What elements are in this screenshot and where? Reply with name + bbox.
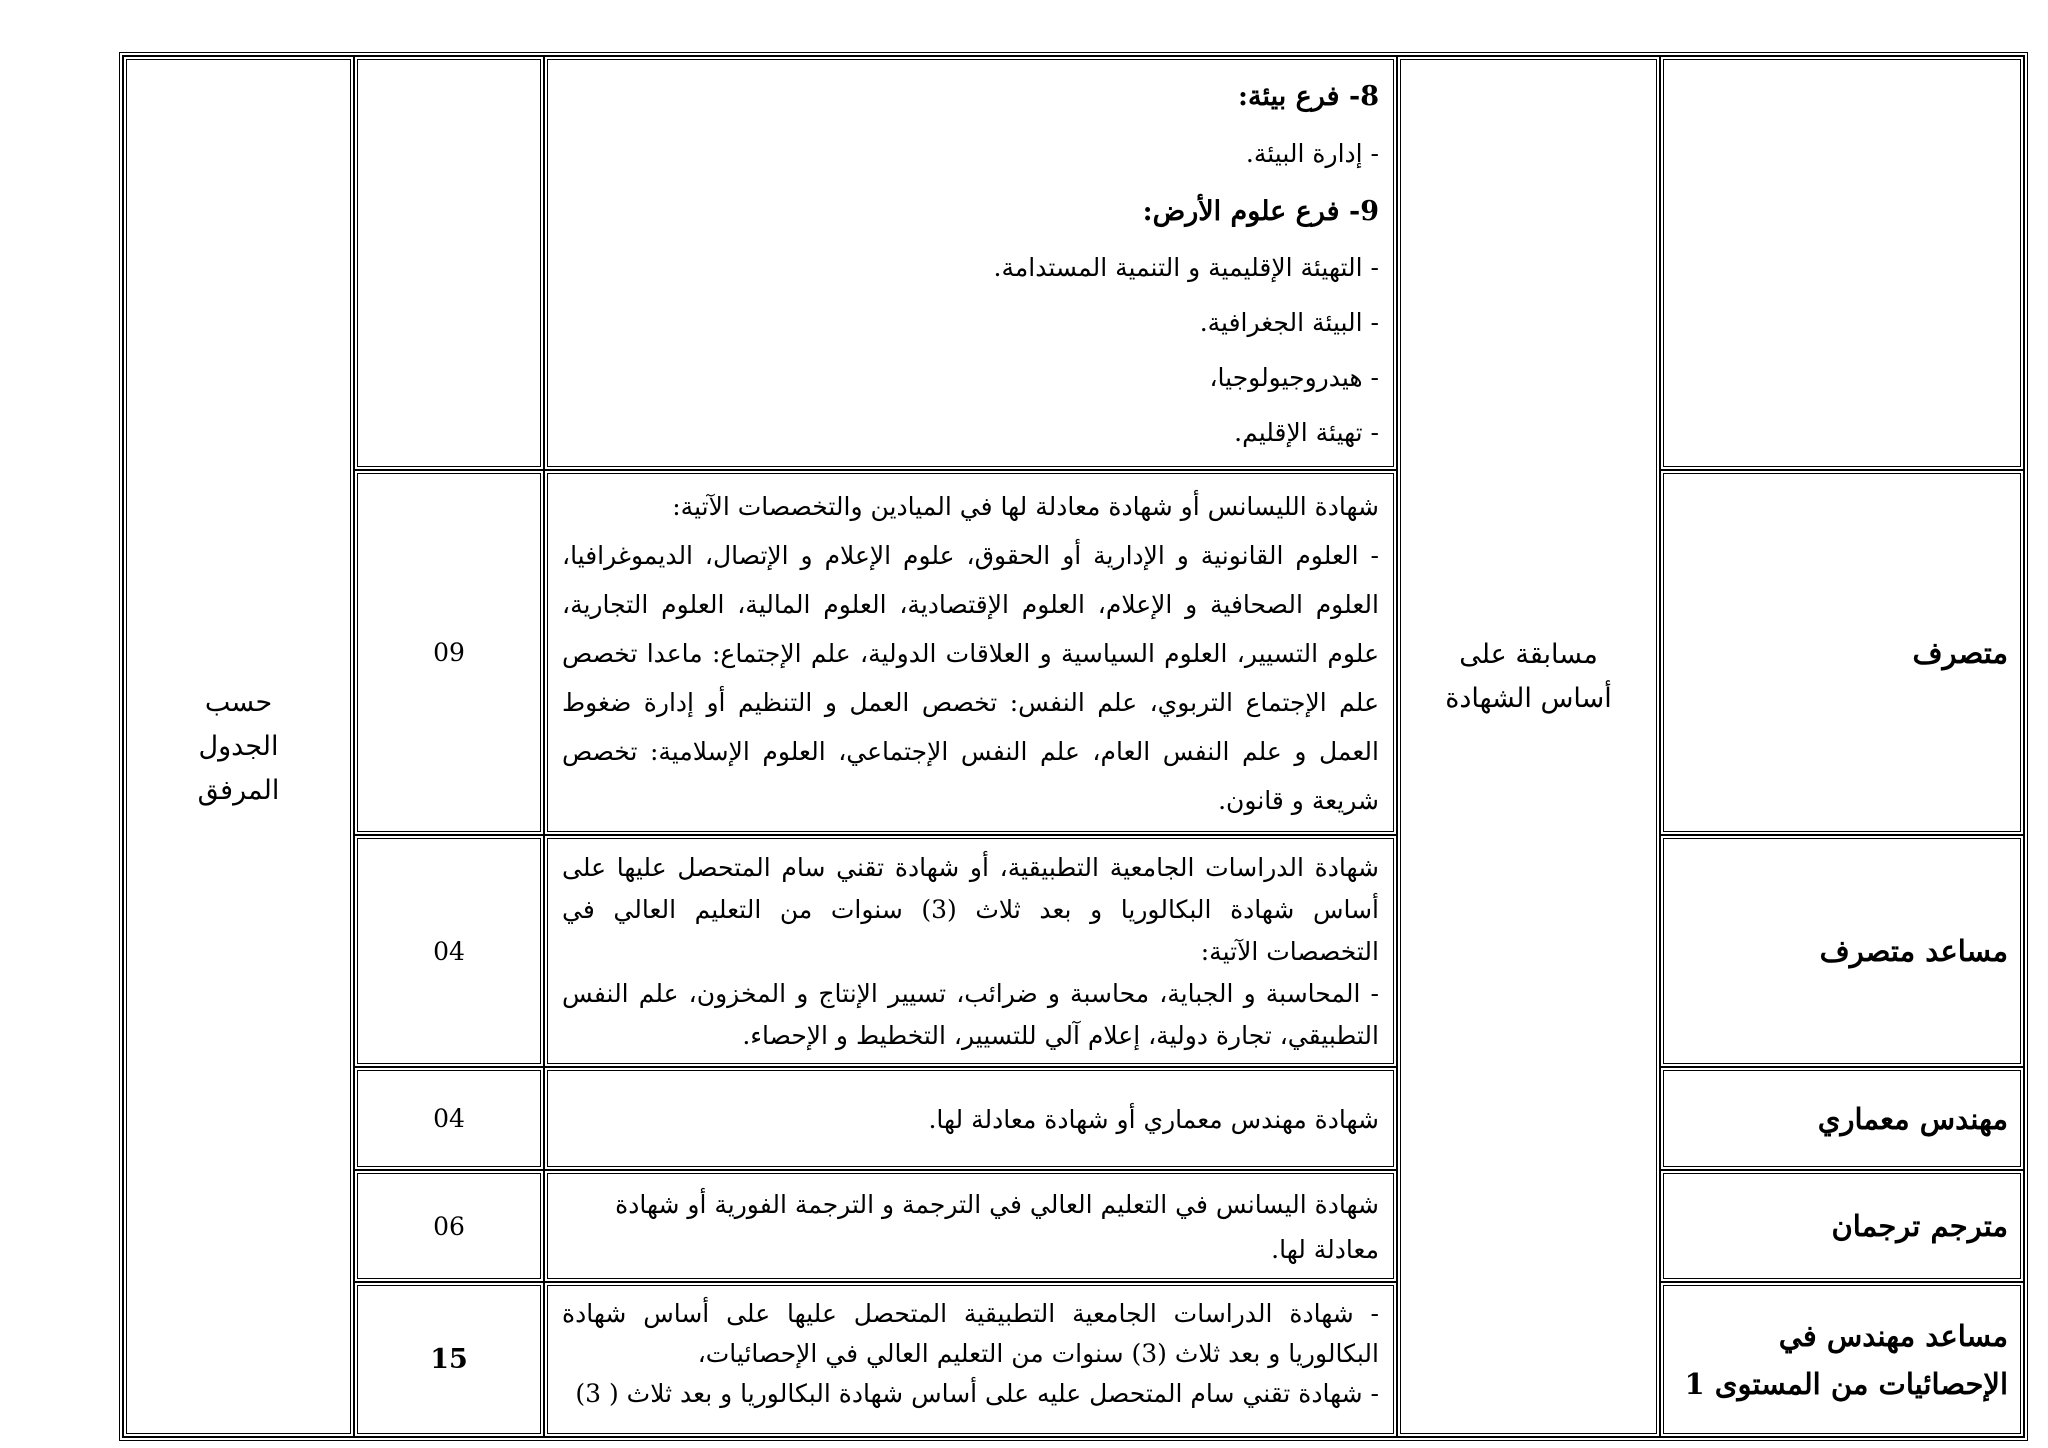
recruitment-mode-cell: [1397, 470, 1660, 1437]
table-row: [123, 1282, 2024, 1437]
recruitment-table: [119, 52, 2028, 1441]
positions-number-text: حسب الجدول المرفق: [197, 686, 280, 806]
recruitment-mode-cell: [1397, 56, 1660, 470]
grade-cell: [1660, 56, 2024, 470]
table-row: [123, 835, 2024, 1067]
recruitment-mode-text: مسابقة على أساس الشهادة: [1445, 639, 1612, 714]
grade-cell: [1660, 1170, 2024, 1282]
count-cell: [354, 56, 544, 470]
qualification-item: - إدارة البيئة.: [1245, 139, 1379, 168]
count-value: 15: [430, 1344, 468, 1375]
table-row: [123, 56, 2024, 470]
qualification-item: - شهادة الدراسات الجامعية التطبيقية المتحصل عليها على أساس شهادة البكالوريا و بعد ثلاث (3) سنوات من التعليم العالي في الإحصائيات،: [562, 1299, 1379, 1368]
branch-heading: 9- فرع علوم الأرض:: [1142, 196, 1379, 227]
qualification-item: شهادة الدراسات الجامعية التطبيقية، أو شهادة تقني سام المتحصل عليها على أساس شهادة البكالوريا و بعد ثلاث (3) سنوات من التعليم العالي في التخصصات الآتية:: [562, 853, 1379, 966]
grade-cell: [1660, 835, 2024, 1067]
grade-label: متصرف: [1912, 635, 2008, 670]
branch-heading: 8- فرع بيئة:: [1238, 81, 1379, 112]
qualification-cell: [544, 470, 1397, 835]
count-cell: [354, 1170, 544, 1282]
grade-cell: [1660, 1067, 2024, 1170]
count-value: 04: [433, 1104, 465, 1133]
qualification-cell: [544, 835, 1397, 1067]
count-cell: [354, 1067, 544, 1170]
qualification-item: - المحاسبة و الجباية، محاسبة و ضرائب، تسيير الإنتاج و المخزون، علم النفس التطبيقي، تجارة دولية، إعلام آلي للتسيير، التخطيط و الإحصاء.: [562, 979, 1379, 1050]
count-value: 04: [433, 936, 465, 966]
count-value: 09: [433, 638, 465, 667]
grade-label: مهندس معماري: [1817, 1101, 2008, 1136]
table-row: [123, 1067, 2024, 1170]
qualification-item: - شهادة تقني سام المتحصل عليه على أساس شهادة البكالوريا و بعد ثلاث ( 3): [575, 1379, 1379, 1408]
count-value: 06: [433, 1211, 465, 1241]
qualification-item: - تهيئة الإقليم.: [1234, 418, 1379, 447]
positions-number-cell: [123, 56, 354, 1437]
qualification-item: شهادة مهندس معماري أو شهادة معادلة لها.: [928, 1105, 1379, 1134]
qualification-item: - هيدروجيولوجيا،: [1209, 363, 1379, 392]
qualification-item: - البيئة الجغرافية.: [1199, 308, 1379, 337]
qualification-cell: [544, 1282, 1397, 1437]
count-cell: [354, 1282, 544, 1437]
table-row: [123, 470, 2024, 835]
grade-cell: [1660, 1282, 2024, 1437]
grade-label: مساعد مهندس في الإحصائيات من المستوى 1: [1684, 1318, 2008, 1401]
qualification-item: شهادة الليسانس أو شهادة معادلة لها في الميادين والتخصصات الآتية:: [672, 492, 1379, 521]
qualification-item: شهادة اليسانس في التعليم العالي في الترجمة و الترجمة الفورية أو شهادة معادلة لها.: [615, 1190, 1379, 1264]
qualification-item: - العلوم القانونية و الإدارية أو الحقوق، علوم الإعلام و الإتصال، الديموغرافيا، العلوم الصحافية و الإعلام، العلوم الإقتصادية، العلوم المالية، العلوم التجارية، علوم التسيير، العلوم السياسية و العلاقات الدولية، علم الإجتماع: ماعدا تخصص علم الإجتماع التربوي، علم النفس: تخصص العمل و التنظيم أو إدارة ضغوط العمل و علم النفس العام، علم النفس الإجتماعي، العلوم الإسلامية: تخصص شريعة و قانون.: [562, 541, 1379, 815]
grade-label: مترجم ترجمان: [1831, 1209, 2008, 1243]
count-cell: [354, 835, 544, 1067]
grade-label: مساعد متصرف: [1819, 934, 2008, 968]
qualification-cell: [544, 1170, 1397, 1282]
qualification-item: - التهيئة الإقليمية و التنمية المستدامة.: [993, 253, 1379, 282]
qualification-cell: [544, 56, 1397, 470]
qualification-cell: [544, 1067, 1397, 1170]
table-row: [123, 1170, 2024, 1282]
count-cell: [354, 470, 544, 835]
grade-cell: [1660, 470, 2024, 835]
